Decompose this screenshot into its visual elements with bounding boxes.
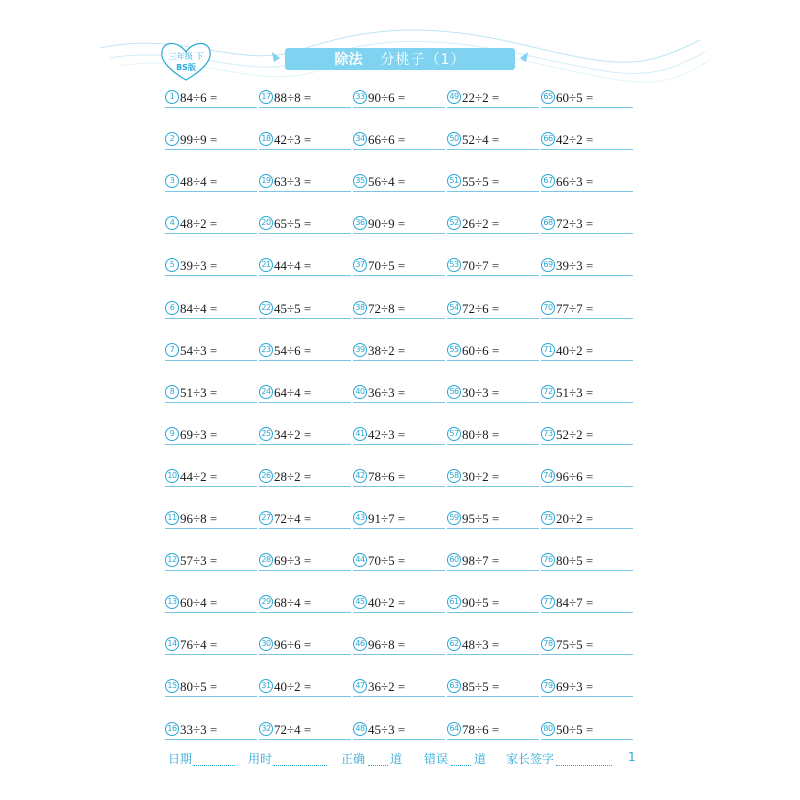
problem-number: 20	[259, 216, 273, 230]
problem-expression: 64÷4 =	[274, 384, 312, 400]
problem-expression: 42÷3 =	[274, 132, 312, 148]
problem-expression: 40÷2 =	[274, 679, 312, 695]
parent-signature-label: 家长签字	[506, 752, 555, 766]
problem-item[interactable]	[165, 257, 257, 276]
problem-expression: 60÷4 =	[180, 595, 218, 611]
problem-number: 42	[353, 469, 367, 483]
correct-line[interactable]	[368, 765, 388, 766]
problem-item[interactable]	[447, 636, 539, 655]
problem-expression: 68÷4 =	[274, 595, 312, 611]
problem-number: 34	[353, 132, 367, 146]
problem-number: 46	[353, 637, 367, 651]
problem-number: 32	[259, 722, 273, 736]
problem-expression: 70÷7 =	[462, 258, 500, 274]
problem-item[interactable]	[165, 678, 257, 697]
problem-expression: 96÷8 =	[180, 511, 218, 526]
problem-number: 3	[165, 174, 179, 188]
problem-expression: 26÷2 =	[462, 216, 500, 232]
problem-number: 78	[541, 637, 555, 651]
problem-item[interactable]	[353, 678, 445, 697]
problem-number: 47	[353, 679, 367, 693]
problem-expression: 78÷6 =	[462, 721, 500, 737]
problem-expression: 36÷2 =	[368, 679, 406, 695]
problem-item[interactable]	[541, 510, 633, 529]
problem-expression: 90÷5 =	[462, 595, 500, 611]
problem-expression: 45÷3 =	[368, 721, 406, 737]
problem-number: 23	[259, 343, 273, 357]
problem-item[interactable]	[353, 131, 445, 150]
problem-number: 33	[353, 90, 367, 104]
problem-item[interactable]	[259, 342, 351, 361]
problem-expression: 42÷3 =	[368, 426, 406, 442]
problem-expression: 98÷7 =	[462, 553, 500, 569]
problem-expression: 63÷3 =	[274, 174, 312, 190]
problem-number: 64	[447, 722, 461, 736]
title-banner	[285, 48, 515, 70]
problem-item[interactable]	[165, 342, 257, 361]
problem-expression: 96÷6 =	[274, 637, 312, 653]
problem-item[interactable]	[353, 257, 445, 276]
problem-number: 9	[165, 427, 179, 441]
problem-expression: 72÷3 =	[556, 216, 594, 232]
problem-number: 58	[447, 469, 461, 483]
problem-expression: 40÷2 =	[368, 595, 406, 611]
problem-item[interactable]	[259, 131, 351, 150]
time-line[interactable]	[273, 765, 327, 766]
problem-number: 40	[353, 385, 367, 399]
problem-item[interactable]	[541, 384, 633, 403]
problem-item[interactable]	[353, 552, 445, 571]
problem-expression: 75÷5 =	[556, 637, 594, 653]
problem-number: 49	[447, 90, 461, 104]
problem-item[interactable]	[447, 89, 539, 108]
problem-expression: 34÷2 =	[274, 426, 312, 442]
problem-number: 72	[541, 385, 555, 399]
problem-item[interactable]	[259, 721, 351, 740]
problem-number: 41	[353, 427, 367, 441]
problem-expression: 54÷3 =	[180, 342, 218, 358]
problem-item[interactable]	[541, 468, 633, 487]
problem-item[interactable]	[541, 342, 633, 361]
problem-number: 39	[353, 343, 367, 357]
problem-item[interactable]	[447, 131, 539, 150]
problem-number: 69	[541, 258, 555, 272]
problem-item[interactable]	[353, 173, 445, 192]
problem-item[interactable]	[447, 510, 539, 529]
problem-expression: 22÷2 =	[462, 90, 500, 105]
problem-number: 68	[541, 216, 555, 230]
problem-item[interactable]	[259, 215, 351, 234]
problem-number: 61	[447, 595, 461, 609]
problem-number: 1	[165, 90, 179, 104]
problem-expression: 60÷5 =	[556, 90, 594, 105]
problem-expression: 88÷8 =	[274, 90, 312, 105]
problem-expression: 54÷6 =	[274, 342, 312, 358]
time-label: 用时	[248, 752, 273, 766]
problem-number: 30	[259, 637, 273, 651]
problem-number: 16	[165, 722, 179, 736]
problem-expression: 91÷7 =	[368, 511, 406, 526]
problem-expression: 85÷5 =	[462, 679, 500, 695]
problem-expression: 45÷5 =	[274, 300, 312, 316]
problem-number: 63	[447, 679, 461, 693]
problem-item[interactable]	[259, 257, 351, 276]
problem-number: 50	[447, 132, 461, 146]
problem-expression: 40÷2 =	[556, 342, 594, 358]
problem-expression: 60÷6 =	[462, 342, 500, 358]
problem-expression: 72÷4 =	[274, 721, 312, 737]
problem-expression: 66÷6 =	[368, 132, 406, 148]
problem-expression: 30÷3 =	[462, 384, 500, 400]
problem-item[interactable]	[165, 131, 257, 150]
problem-number: 65	[541, 90, 555, 104]
problem-item[interactable]	[447, 342, 539, 361]
problem-number: 22	[259, 301, 273, 315]
problem-item[interactable]	[447, 426, 539, 445]
date-line[interactable]	[193, 765, 235, 766]
problem-item[interactable]	[447, 173, 539, 192]
footer-bar	[0, 750, 800, 770]
problem-expression: 80÷5 =	[556, 553, 594, 569]
problem-item[interactable]	[259, 173, 351, 192]
problem-expression: 76÷4 =	[180, 637, 218, 653]
problem-expression: 51÷3 =	[180, 384, 218, 400]
problem-number: 48	[353, 722, 367, 736]
problem-number: 76	[541, 553, 555, 567]
problem-number: 52	[447, 216, 461, 230]
problem-item[interactable]	[259, 678, 351, 697]
problem-expression: 38÷2 =	[368, 342, 406, 358]
problem-number: 54	[447, 301, 461, 315]
problem-item[interactable]	[353, 300, 445, 319]
problem-number: 45	[353, 595, 367, 609]
problem-item[interactable]	[165, 426, 257, 445]
problem-number: 74	[541, 469, 555, 483]
problem-item[interactable]	[165, 300, 257, 319]
problem-number: 28	[259, 553, 273, 567]
problem-expression: 39÷3 =	[556, 258, 594, 274]
problem-item[interactable]	[353, 721, 445, 740]
problem-expression: 69÷3 =	[556, 679, 594, 695]
problem-expression: 90÷6 =	[368, 90, 406, 105]
problem-number: 17	[259, 90, 273, 104]
problem-number: 10	[165, 469, 179, 483]
problem-expression: 77÷7 =	[556, 300, 594, 316]
page-number: 1	[628, 750, 636, 764]
problem-expression: 99÷9 =	[180, 132, 218, 148]
problem-expression: 52÷2 =	[556, 426, 594, 442]
problem-number: 12	[165, 553, 179, 567]
problem-number: 24	[259, 385, 273, 399]
problem-item[interactable]	[165, 721, 257, 740]
problem-item[interactable]	[447, 257, 539, 276]
wrong-label: 错误	[424, 752, 449, 766]
problem-number: 8	[165, 385, 179, 399]
problem-item[interactable]	[353, 468, 445, 487]
problem-item[interactable]	[353, 510, 445, 529]
problem-number: 80	[541, 722, 555, 736]
problem-item[interactable]	[541, 678, 633, 697]
problem-number: 18	[259, 132, 273, 146]
problem-item[interactable]	[353, 89, 445, 108]
problem-expression: 20÷2 =	[556, 511, 594, 526]
problem-item[interactable]	[165, 215, 257, 234]
problem-number: 43	[353, 511, 367, 525]
problem-item[interactable]	[541, 300, 633, 319]
problem-item[interactable]	[353, 636, 445, 655]
badge-edition-text: BS版	[176, 63, 196, 72]
problem-number: 27	[259, 511, 273, 525]
problem-expression: 30÷2 =	[462, 468, 500, 484]
problem-number: 56	[447, 385, 461, 399]
problem-number: 14	[165, 637, 179, 651]
problem-item[interactable]	[541, 594, 633, 613]
problem-expression: 96÷6 =	[556, 468, 594, 484]
problem-item[interactable]	[165, 384, 257, 403]
problem-item[interactable]	[353, 342, 445, 361]
problem-item[interactable]	[165, 173, 257, 192]
problem-expression: 42÷2 =	[556, 132, 594, 148]
problem-number: 25	[259, 427, 273, 441]
problem-item[interactable]	[541, 721, 633, 740]
problem-item[interactable]	[165, 510, 257, 529]
problem-expression: 84÷6 =	[180, 90, 218, 105]
problem-expression: 39÷3 =	[180, 258, 218, 274]
problem-item[interactable]	[165, 468, 257, 487]
problem-expression: 80÷5 =	[180, 679, 218, 695]
problem-number: 15	[165, 679, 179, 693]
problem-number: 62	[447, 637, 461, 651]
page-subtitle: 分桃子（1）	[380, 52, 466, 68]
problem-number: 37	[353, 258, 367, 272]
problem-item[interactable]	[353, 384, 445, 403]
problem-number: 19	[259, 174, 273, 188]
problem-number: 38	[353, 301, 367, 315]
problem-number: 5	[165, 258, 179, 272]
problem-item[interactable]	[541, 257, 633, 276]
problem-item[interactable]	[447, 594, 539, 613]
problem-number: 51	[447, 174, 461, 188]
problem-number: 60	[447, 553, 461, 567]
problem-expression: 44÷2 =	[180, 468, 218, 484]
problem-expression: 90÷9 =	[368, 216, 406, 232]
problem-item[interactable]	[353, 594, 445, 613]
grade-badge	[164, 40, 208, 80]
problem-item[interactable]	[541, 552, 633, 571]
problem-item[interactable]	[447, 215, 539, 234]
problem-number: 7	[165, 343, 179, 357]
problem-item[interactable]	[447, 384, 539, 403]
problem-item[interactable]	[165, 552, 257, 571]
problem-number: 77	[541, 595, 555, 609]
badge-grade-text: 三年级 下	[168, 52, 204, 61]
problem-expression: 65÷5 =	[274, 216, 312, 232]
problem-expression: 96÷8 =	[368, 637, 406, 653]
problem-expression: 70÷5 =	[368, 258, 406, 274]
wrong-unit: 道	[474, 752, 487, 766]
problem-number: 2	[165, 132, 179, 146]
problem-number: 29	[259, 595, 273, 609]
problem-number: 70	[541, 301, 555, 315]
problem-expression: 80÷8 =	[462, 426, 500, 442]
problem-item[interactable]	[541, 131, 633, 150]
problem-expression: 84÷7 =	[556, 595, 594, 611]
problem-item[interactable]	[541, 215, 633, 234]
problem-item[interactable]	[447, 552, 539, 571]
problem-expression: 48÷4 =	[180, 174, 218, 190]
problem-expression: 33÷3 =	[180, 721, 218, 737]
problem-expression: 56÷4 =	[368, 174, 406, 190]
problem-expression: 72÷4 =	[274, 511, 312, 526]
problem-item[interactable]	[165, 89, 257, 108]
problem-number: 4	[165, 216, 179, 230]
problem-item[interactable]	[259, 636, 351, 655]
problem-expression: 72÷6 =	[462, 300, 500, 316]
problem-item[interactable]	[541, 89, 633, 108]
problem-expression: 36÷3 =	[368, 384, 406, 400]
date-label: 日期	[168, 752, 193, 766]
problem-expression: 51÷3 =	[556, 384, 594, 400]
problem-item[interactable]	[259, 510, 351, 529]
problem-item[interactable]	[447, 678, 539, 697]
problem-item[interactable]	[447, 300, 539, 319]
problem-expression: 72÷8 =	[368, 300, 406, 316]
problem-number: 21	[259, 258, 273, 272]
problem-expression: 66÷3 =	[556, 174, 594, 190]
problem-expression: 55÷5 =	[462, 174, 500, 190]
problem-item[interactable]	[353, 215, 445, 234]
problem-expression: 44÷4 =	[274, 258, 312, 274]
page-title: 除法	[334, 52, 363, 68]
problem-number: 79	[541, 679, 555, 693]
problem-number: 35	[353, 174, 367, 188]
problem-item[interactable]	[259, 594, 351, 613]
problem-item[interactable]	[447, 468, 539, 487]
problem-item[interactable]	[165, 636, 257, 655]
problem-item[interactable]	[165, 594, 257, 613]
problem-number: 55	[447, 343, 461, 357]
problem-expression: 28÷2 =	[274, 468, 312, 484]
problem-number: 26	[259, 469, 273, 483]
problem-expression: 57÷3 =	[180, 553, 218, 569]
problem-number: 6	[165, 301, 179, 315]
problem-number: 11	[165, 511, 179, 525]
problem-item[interactable]	[541, 426, 633, 445]
problem-item[interactable]	[541, 636, 633, 655]
problem-item[interactable]	[259, 300, 351, 319]
problem-item[interactable]	[259, 384, 351, 403]
correct-label: 正确	[341, 752, 366, 766]
problem-number: 44	[353, 553, 367, 567]
problem-expression: 52÷4 =	[462, 132, 500, 148]
problem-item[interactable]	[447, 721, 539, 740]
problem-item[interactable]	[259, 426, 351, 445]
problem-item[interactable]	[259, 552, 351, 571]
problem-number: 36	[353, 216, 367, 230]
problem-item[interactable]	[541, 173, 633, 192]
problem-number: 67	[541, 174, 555, 188]
problem-item[interactable]	[259, 89, 351, 108]
problem-expression: 69÷3 =	[274, 553, 312, 569]
problem-item[interactable]	[259, 468, 351, 487]
wrong-line[interactable]	[451, 765, 471, 766]
problem-number: 59	[447, 511, 461, 525]
problem-expression: 70÷5 =	[368, 553, 406, 569]
problem-expression: 95÷5 =	[462, 511, 500, 526]
problem-number: 66	[541, 132, 555, 146]
problem-number: 13	[165, 595, 179, 609]
problem-number: 31	[259, 679, 273, 693]
correct-unit: 道	[390, 752, 403, 766]
problem-number: 53	[447, 258, 461, 272]
problem-number: 75	[541, 511, 555, 525]
problem-item[interactable]	[353, 426, 445, 445]
problem-expression: 48÷2 =	[180, 216, 218, 232]
problem-expression: 84÷4 =	[180, 300, 218, 316]
problem-number: 57	[447, 427, 461, 441]
problem-number: 73	[541, 427, 555, 441]
problem-expression: 69÷3 =	[180, 426, 218, 442]
problem-expression: 50÷5 =	[556, 721, 594, 737]
problem-expression: 78÷6 =	[368, 468, 406, 484]
problem-expression: 48÷3 =	[462, 637, 500, 653]
parent-signature-line[interactable]	[556, 765, 612, 766]
problem-number: 71	[541, 343, 555, 357]
